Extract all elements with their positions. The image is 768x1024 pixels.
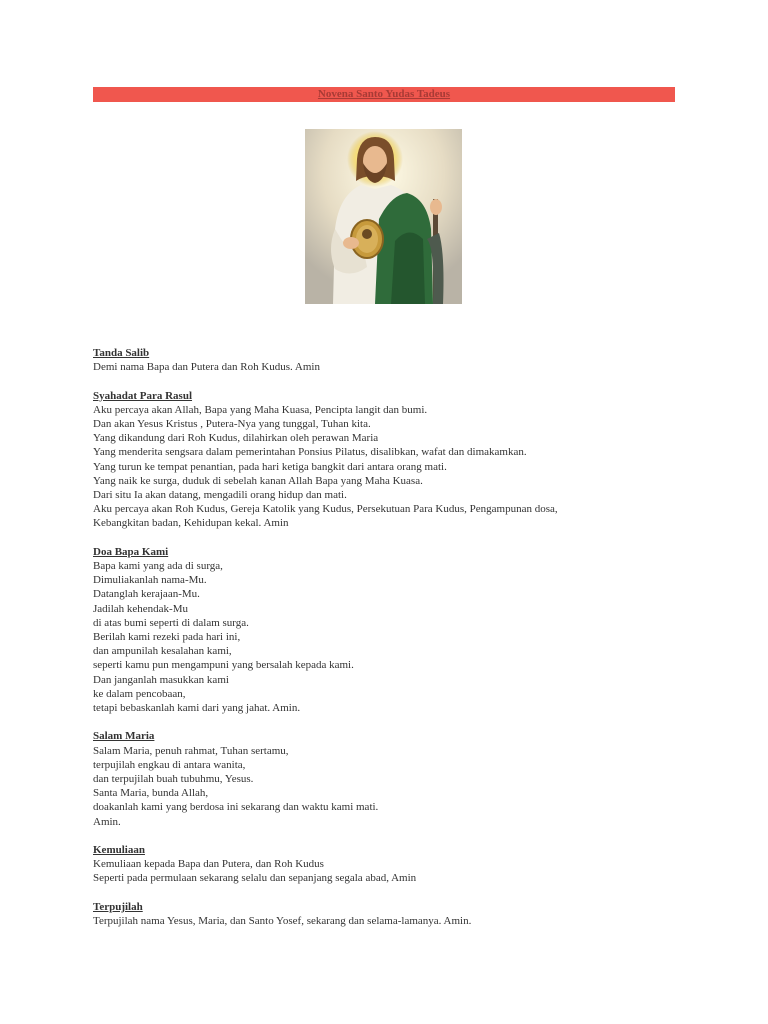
section-heading: Terpujilah xyxy=(93,900,143,913)
prayer-line: dan terpujilah buah tubuhmu, Yesus. xyxy=(93,773,254,786)
section-heading: Salam Maria xyxy=(93,730,155,743)
prayer-line: Dan janganlah masukkan kami xyxy=(93,673,229,686)
prayer-line: Seperti pada permulaan sekarang selalu dan sepanjang segala abad, Amin xyxy=(93,872,417,885)
prayer-line: Yang menderita sengsara dalam pemerintahan Ponsius Pilatus, disalibkan, wafat dan dimakamkan. xyxy=(93,446,527,459)
prayer-line: di atas bumi seperti di dalam surga. xyxy=(93,616,249,629)
section-heading: Tanda Salib xyxy=(93,347,150,359)
prayer-content xyxy=(93,346,693,942)
prayer-line: ke dalam pencobaan, xyxy=(93,687,186,700)
section-tanda-salib xyxy=(93,346,693,374)
section-syahadat xyxy=(93,389,693,531)
section-heading: Doa Bapa Kami xyxy=(93,545,169,558)
section-heading: Kemuliaan xyxy=(93,844,145,857)
saint-jude-image xyxy=(305,129,462,304)
prayer-line: Aku percaya akan Roh Kudus, Gereja Katolik yang Kudus, Persekutuan Para Kudus, Pengampunan dosa, xyxy=(93,503,558,516)
prayer-line: terpujilah engkau di antara wanita, xyxy=(93,758,246,771)
prayer-line: seperti kamu pun mengampuni yang bersalah kepada kami. xyxy=(93,659,354,672)
prayer-line: doakanlah kami yang berdosa ini sekarang dan waktu kami mati. xyxy=(93,801,379,814)
section-heading: Syahadat Para Rasul xyxy=(93,389,193,402)
prayer-line: Berilah kami rezeki pada hari ini, xyxy=(93,631,241,644)
section-bapa-kami xyxy=(93,545,693,715)
prayer-line: Terpujilah nama Yesus, Maria, dan Santo Yosef, sekarang dan selama-lamanya. Amin. xyxy=(93,915,472,928)
prayer-line: Yang dikandung dari Roh Kudus, dilahirkan oleh perawan Maria xyxy=(93,432,379,445)
prayer-line: Dan akan Yesus Kristus , Putera-Nya yang tunggal, Tuhan kita. xyxy=(93,418,371,430)
prayer-line: dan ampunilah kesalahan kami, xyxy=(93,645,232,658)
prayer-line: Bapa kami yang ada di surga, xyxy=(93,560,223,573)
prayer-line: Demi nama Bapa dan Putera dan Roh Kudus. Amin xyxy=(93,361,320,374)
prayer-line: Kebangkitan badan, Kehidupan kekal. Amin xyxy=(93,517,289,530)
prayer-line: Kemuliaan kepada Bapa dan Putera, dan Roh Kudus xyxy=(93,858,324,871)
prayer-line: Jadilah kehendak-Mu xyxy=(93,602,188,615)
prayer-line: Santa Maria, bunda Allah, xyxy=(93,787,209,800)
prayer-line: Dimuliakanlah nama-Mu. xyxy=(93,574,207,587)
prayer-line: Yang turun ke tempat penantian, pada hari ketiga bangkit dari antara orang mati. xyxy=(93,460,447,473)
prayer-line: Aku percaya akan Allah, Bapa yang Maha Kuasa, Pencipta langit dan bumi. xyxy=(93,403,428,416)
document-title: Novena Santo Yudas Tadeus xyxy=(93,87,675,102)
prayer-line: Salam Maria, penuh rahmat, Tuhan sertamu, xyxy=(93,744,289,757)
prayer-line: Datanglah kerajaan-Mu. xyxy=(93,588,200,601)
prayer-line: tetapi bebaskanlah kami dari yang jahat. Amin. xyxy=(93,702,301,715)
section-terpujilah xyxy=(93,900,693,928)
prayer-line: Yang naik ke surga, duduk di sebelah kanan Allah Bapa yang Maha Kuasa. xyxy=(93,474,423,487)
prayer-line: Amin. xyxy=(93,815,121,828)
section-salam-maria xyxy=(93,729,693,828)
section-kemuliaan xyxy=(93,843,693,886)
prayer-line: Dari situ Ia akan datang, mengadili orang hidup dan mati. xyxy=(93,489,347,502)
